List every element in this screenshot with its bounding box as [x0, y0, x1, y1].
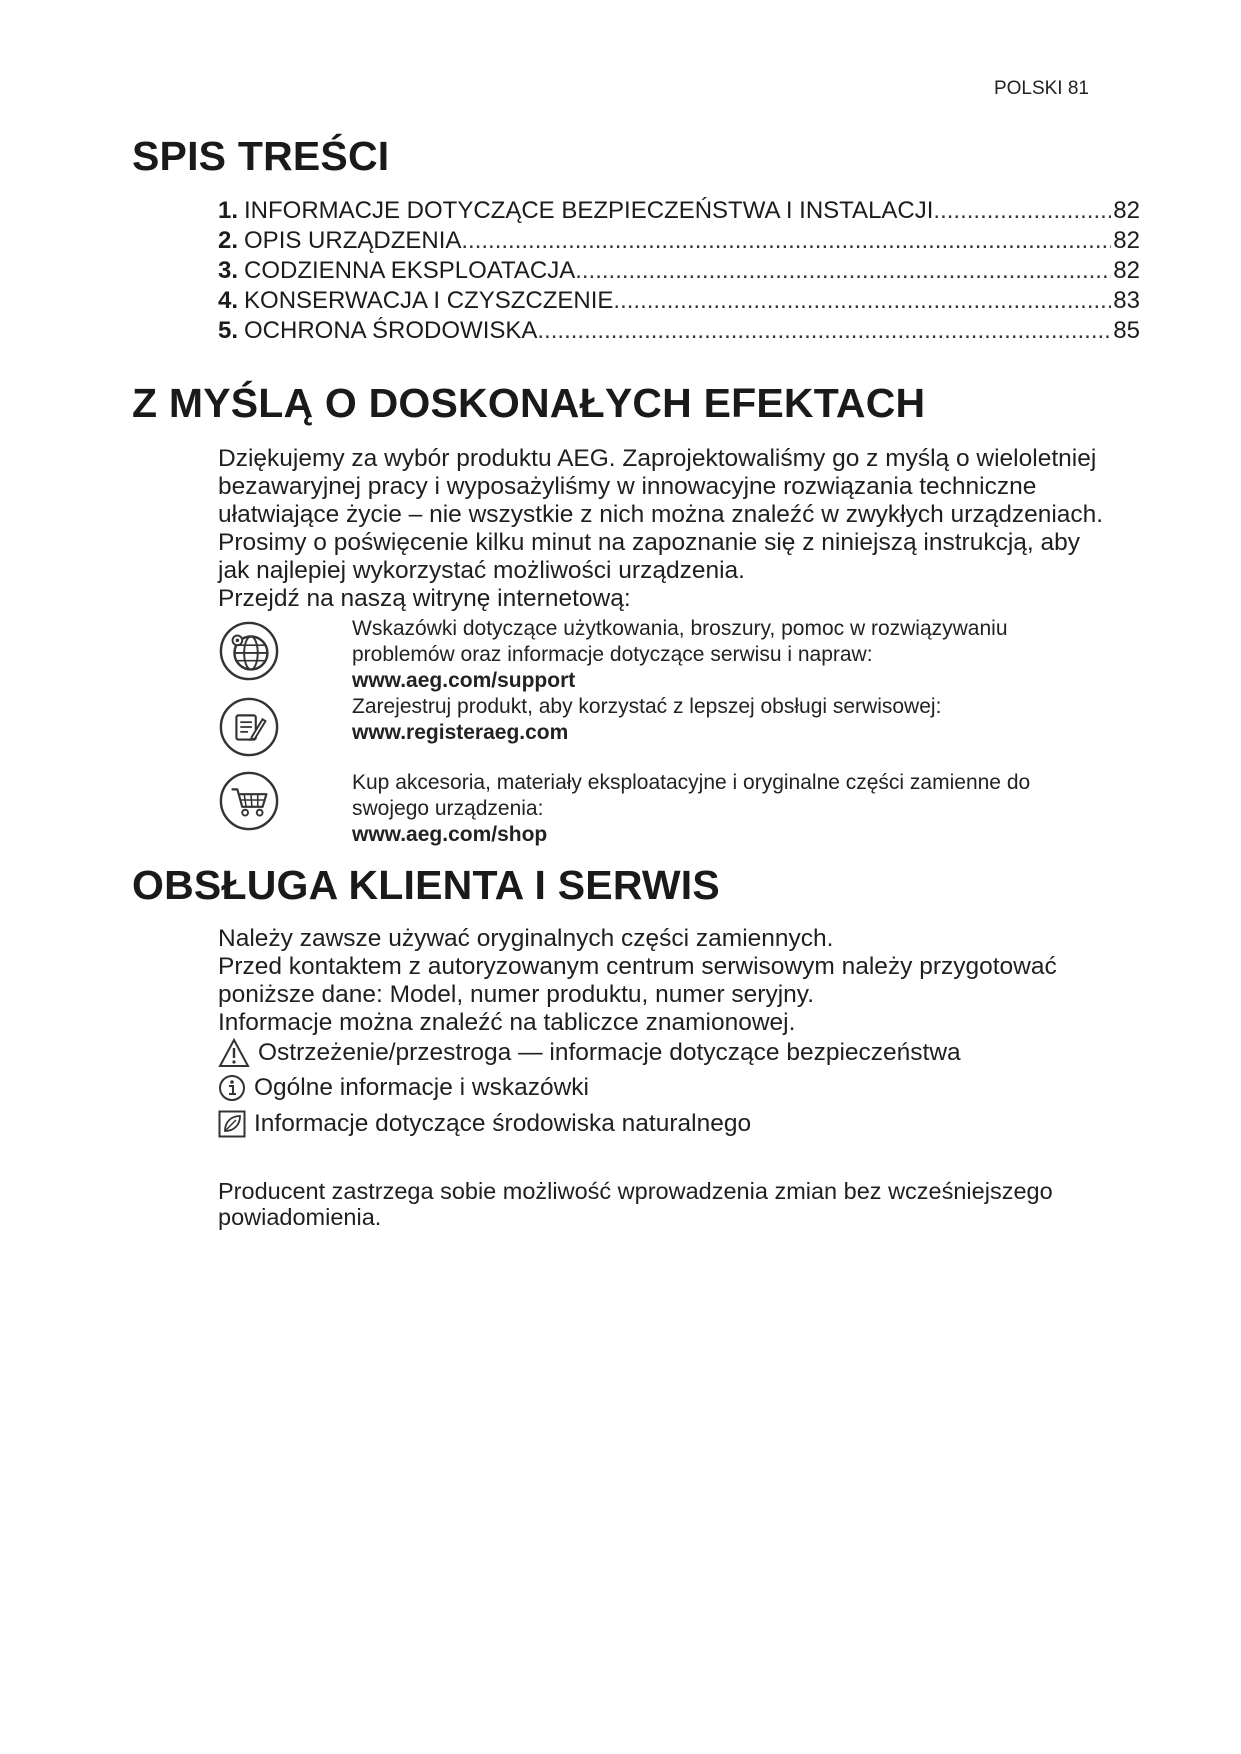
toc-item-page: 85: [1113, 317, 1140, 344]
toc-item[interactable]: [218, 227, 1140, 257]
toc-item-number: 3.: [218, 257, 239, 284]
support-link-text: [352, 616, 1008, 694]
toc-item-label: KONSERWACJA I CZYSZCZENIE: [244, 287, 614, 314]
intro-paragraph: [218, 445, 1103, 613]
intro-title: Z MYŚLĄ O DOSKONAŁYCH EFEKTACH: [132, 380, 926, 426]
toc-leader-dots: [461, 227, 1111, 255]
disclaimer-line: Producent zastrzega sobie możliwość wprowadzenia zmian bez wcześniejszego: [218, 1178, 1053, 1204]
service-line: Informacje można znaleźć na tabliczce znamionowej.: [218, 1009, 796, 1036]
toc-title: SPIS TREŚCI: [132, 133, 390, 179]
table-of-contents: [218, 197, 1140, 347]
toc-leader-dots: [933, 197, 1111, 225]
toc-item-label: OPIS URZĄDZENIA: [244, 227, 462, 254]
intro-line: ułatwiające życie – nie wszystkie z nich można znaleźć w zwykłych urządzeniach.: [218, 501, 1104, 528]
service-line: Należy zawsze używać oryginalnych części zamiennych.: [218, 925, 834, 952]
legend-warning-label: Ostrzeżenie/przestroga — informacje dotyczące bezpieczeństwa: [258, 1039, 961, 1066]
toc-item-number: 5.: [218, 317, 239, 344]
shop-url-link[interactable]: www.aeg.com/shop: [352, 823, 548, 846]
disclaimer: [218, 1178, 1053, 1230]
toc-item[interactable]: [218, 317, 1140, 347]
toc-item-label: CODZIENNA EKSPLOATACJA: [244, 257, 576, 284]
legend-environment: [218, 1110, 751, 1138]
legend-warning: [218, 1038, 961, 1068]
environment-leaf-icon: [218, 1110, 246, 1138]
intro-line: Przejdź na naszą witrynę internetową:: [218, 585, 631, 612]
service-line: Przed kontaktem z autoryzowanym centrum serwisowym należy przygotować: [218, 953, 1057, 980]
shopping-cart-icon: [218, 770, 280, 832]
register-description-line: Zarejestruj produkt, aby korzystać z lepszej obsługi serwisowej:: [352, 695, 942, 718]
toc-item[interactable]: [218, 197, 1140, 227]
toc-item-page: 83: [1113, 287, 1140, 314]
toc-item-label: INFORMACJE DOTYCZĄCE BEZPIECZEŃSTWA I INSTALACJI: [244, 197, 934, 224]
toc-item[interactable]: [218, 287, 1140, 317]
register-link-text: [352, 694, 941, 746]
legend-info-label: Ogólne informacje i wskazówki: [254, 1074, 589, 1101]
toc-item-number: 2.: [218, 227, 239, 254]
support-url-link[interactable]: www.aeg.com/support: [352, 669, 576, 692]
globe-icon: [218, 620, 280, 682]
service-title: OBSŁUGA KLIENTA I SERWIS: [132, 862, 720, 908]
service-paragraph: [218, 925, 1057, 1037]
toc-item-label: OCHRONA ŚRODOWISKA: [244, 317, 538, 344]
intro-line: bezawaryjnej pracy i wyposażyliśmy w innowacyjne rozwiązania techniczne: [218, 473, 1037, 500]
toc-item-number: 4.: [218, 287, 239, 314]
toc-leader-dots: [537, 317, 1111, 345]
page-header-label: POLSKI 81: [993, 78, 1089, 99]
support-description-line: problemów oraz informacje dotyczące serwisu i napraw:: [352, 643, 873, 666]
shop-link-text: [352, 770, 1030, 848]
toc-item[interactable]: [218, 257, 1140, 287]
legend-environment-label: Informacje dotyczące środowiska naturalnego: [254, 1110, 752, 1137]
intro-line: jak najlepiej wykorzystać możliwości urządzenia.: [218, 557, 745, 584]
toc-item-page: 82: [1113, 257, 1140, 284]
toc-leader-dots: [613, 287, 1111, 315]
intro-line: Dziękujemy za wybór produktu AEG. Zaprojektowaliśmy go z myślą o wieloletniej: [218, 445, 1097, 472]
shop-description-line: Kup akcesoria, materiały eksploatacyjne i oryginalne części zamienne do: [352, 771, 1031, 794]
intro-line: Prosimy o poświęcenie kilku minut na zapoznanie się z niniejszą instrukcją, aby: [218, 529, 1080, 556]
service-line: poniższe dane: Model, numer produktu, numer seryjny.: [218, 981, 815, 1008]
toc-item-page: 82: [1113, 197, 1140, 224]
toc-leader-dots: [575, 257, 1111, 285]
toc-item-page: 82: [1113, 227, 1140, 254]
support-description-line: Wskazówki dotyczące użytkowania, broszury, pomoc w rozwiązywaniu: [352, 617, 1008, 640]
warning-triangle-icon: [218, 1038, 250, 1068]
toc-item-number: 1.: [218, 197, 239, 224]
register-document-icon: [218, 696, 280, 758]
info-circle-icon: [218, 1074, 246, 1102]
register-url-link[interactable]: www.registeraeg.com: [352, 721, 569, 744]
legend-info: [218, 1074, 589, 1102]
disclaimer-line: powiadomienia.: [218, 1204, 382, 1230]
shop-description-line: swojego urządzenia:: [352, 797, 544, 820]
